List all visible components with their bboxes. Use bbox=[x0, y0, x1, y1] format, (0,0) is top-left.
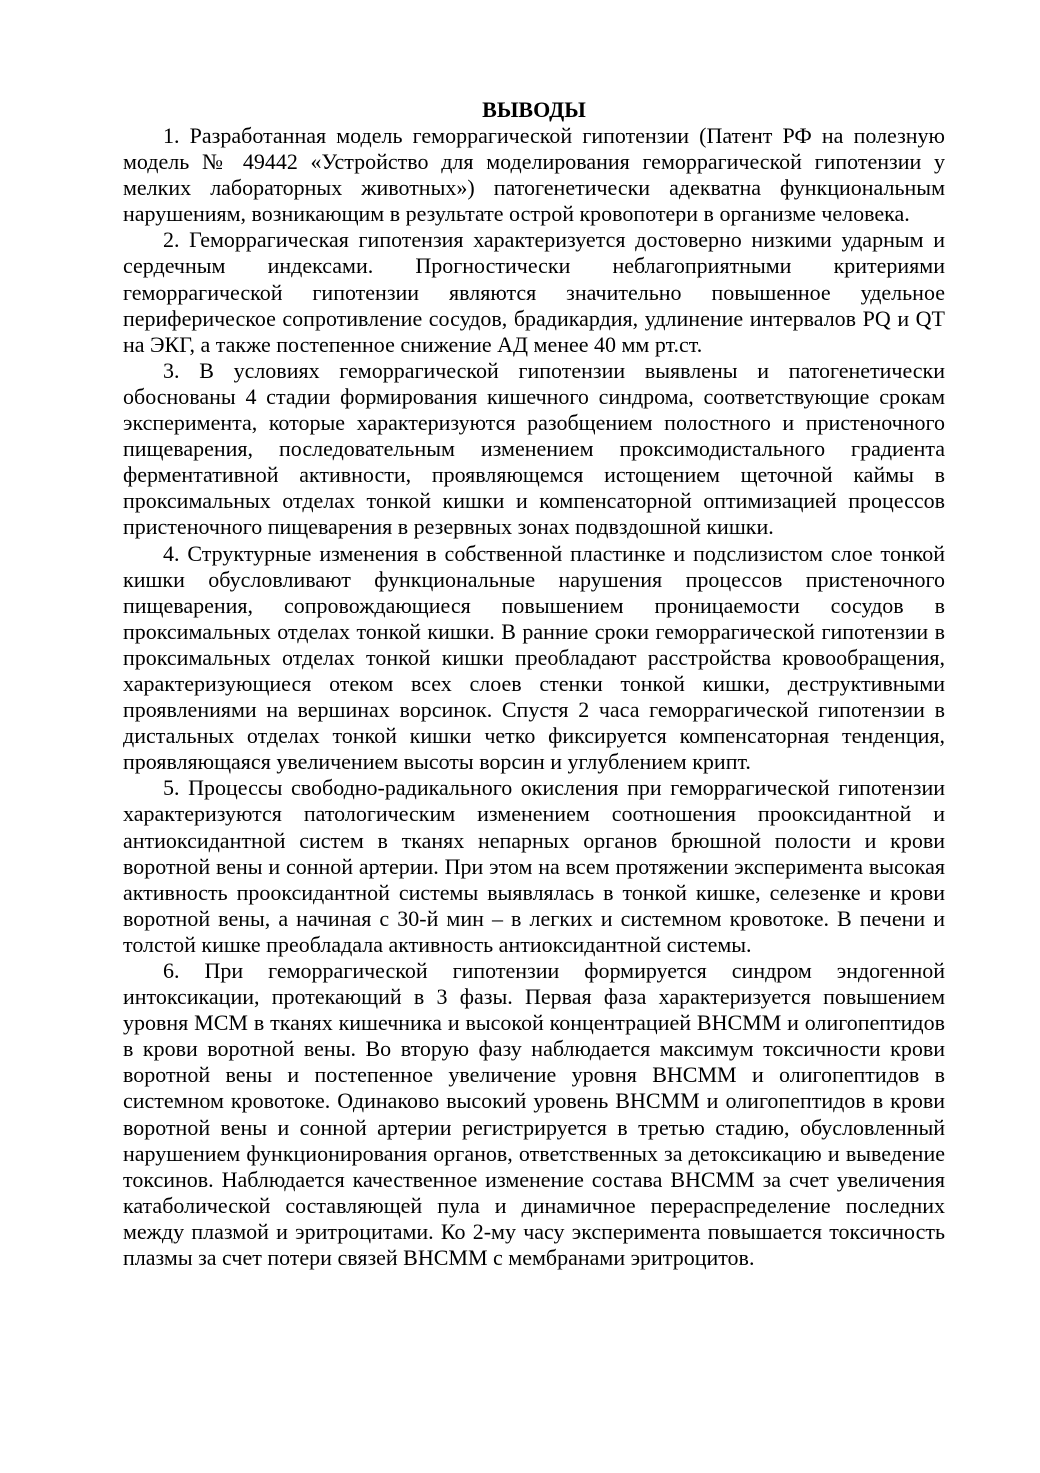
conclusion-item-3: 3. В условиях геморрагической гипотензии выявлены и патогенетически обоснованы 4 стадии формирования кишечного синдрома, соответствующие срокам эксперимента, которые характеризуются разобщением полостного и пристеночного пищеварения, последовательным изменением проксимодистального градиента ферментативной активности, проявляющемся истощением щеточной каймы в проксимальных отделах тонкой кишки и компенсаторной оптимизацией процессов пристеночного пищеварения в резервных зонах подвздошной кишки. bbox=[123, 357, 945, 540]
conclusion-item-1: 1. Разработанная модель геморрагической гипотензии (Патент РФ на полезную модель № 49442 «Устройство для моделирования геморрагической гипотензии у мелких лабораторных животных») патогенетически адекватна функциональным нарушениям, возникающим в результате острой кровопотери в организме человека. bbox=[123, 123, 945, 227]
document-page bbox=[123, 97, 945, 1271]
conclusion-item-5: 5. Процессы свободно-радикального окисления при геморрагической гипотензии характеризуются патологическим изменением соотношения прооксидантной и антиоксидантной систем в тканях непарных органов брюшной полости и крови воротной вены и сонной артерии. При этом на всем протяжении эксперимента высокая активность прооксидантной системы выявлялась в тонкой кишке, селезенке и крови воротной вены, а начиная с 30-й мин – в легких и системном кровотоке. В печени и толстой кишке преобладала активность антиоксидантной системы. bbox=[123, 775, 945, 957]
conclusion-item-2: 2. Геморрагическая гипотензия характеризуется достоверно низкими ударным и сердечным индексами. Прогностически неблагоприятными критериями геморрагической гипотензии являются значительно повышенное удельное периферическое сопротивление сосудов, брадикардия, удлинение интервалов PQ и QT на ЭКГ, а также постепенное снижение АД менее 40 мм рт.ст. bbox=[123, 227, 945, 357]
conclusion-item-4: 4. Структурные изменения в собственной пластинке и подслизистом слое тонкой кишки обусловливают функциональные нарушения процессов пристеночного пищеварения, сопровождающиеся повышением проницаемости сосудов в проксимальных отделах тонкой кишки. В ранние сроки геморрагической гипотензии в проксимальных отделах тонкой кишки преобладают расстройства кровообращения, характеризующиеся отеком всех слоев стенки тонкой кишки, деструктивными проявлениями на вершинах ворсинок. Спустя 2 часа геморрагической гипотензии в дистальных отделах тонкой кишки четко фиксируется компенсаторная тенденция, проявляющаяся увеличением высоты ворсин и углублением крипт. bbox=[123, 540, 945, 775]
conclusion-item-6: 6. При геморрагической гипотензии формируется синдром эндогенной интоксикации, протекающий в 3 фазы. Первая фаза характеризуется повышением уровня МСМ в тканях кишечника и высокой концентрацией ВНСММ и олигопептидов в крови воротной вены. Во вторую фазу наблюдается максимум токсичности крови воротной вены и постепенное увеличение уровня ВНСММ и олигопептидов в системном кровотоке. Одинаково высокий уровень ВНСММ и олигопептидов в крови воротной вены и сонной артерии регистрируется в третью стадию, обусловленный нарушением функционирования органов, ответственных за детоксикацию и выведение токсинов. Наблюдается качественное изменение состава ВНСММ за счет увеличения катаболической составляющей пула и динамичное перераспределение последних между плазмой и эритроцитами. Ко 2-му часу эксперимента повышается токсичность плазмы за счет потери связей ВНСММ с мембранами эритроцитов. bbox=[123, 958, 945, 1271]
section-heading: ВЫВОДЫ bbox=[482, 97, 586, 122]
